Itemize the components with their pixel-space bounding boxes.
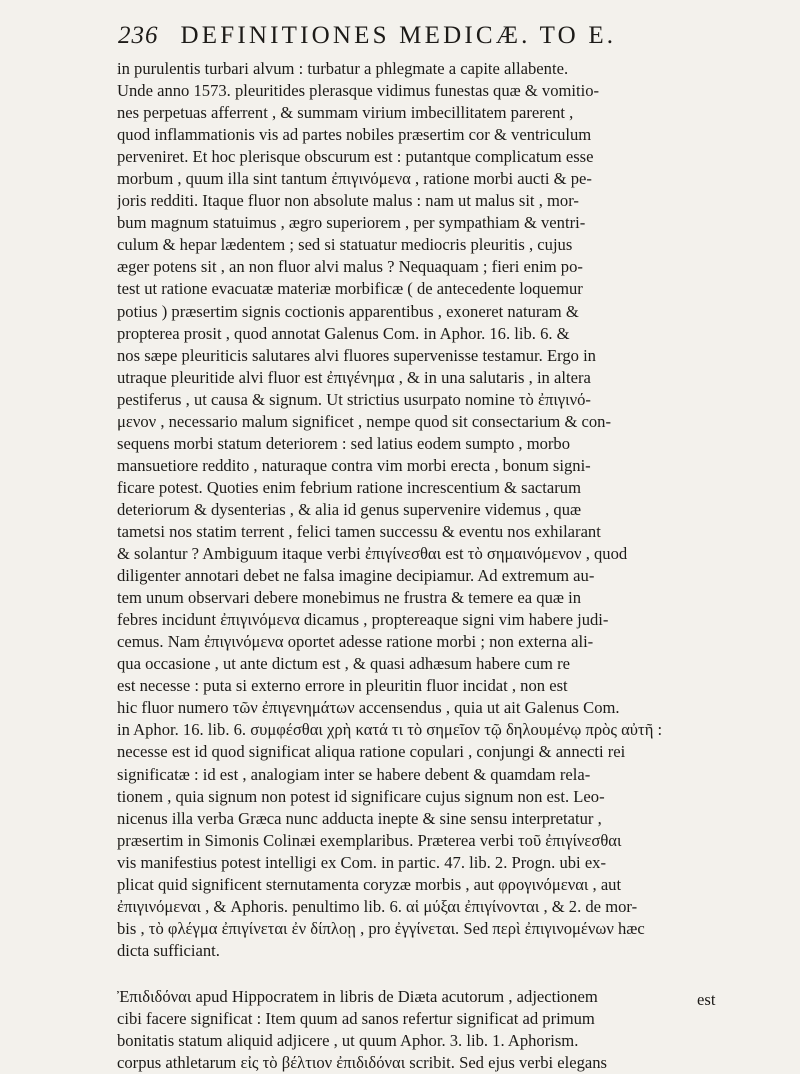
text-line: & solantur ? Ambiguum itaque verbi ἐπιγίνεσθαι est τὸ σημαινόμενον , quod xyxy=(117,544,628,564)
text-line: præsertim in Simonis Colinæi exemplaribus. Præterea verbi τοῦ ἐπιγίνεσθαι xyxy=(117,830,622,850)
text-line: sequens morbi statum deteriorem : sed latius eodem sumpto , morbo xyxy=(117,433,571,453)
text-line: pestiferus , ut causa & signum. Ut strictius usurpato nomine τὸ ἐπιγινό- xyxy=(117,389,591,409)
page-number: 236 xyxy=(118,22,159,49)
text-line: cibi facere significat : Item quum ad sanos refertur significat ad primum xyxy=(117,1008,595,1028)
text-line: qua occasione , ut ante dictum est , & quasi adhæsum habere cum re xyxy=(117,654,570,674)
text-line: μενον , necessario malum significet , nempe quod sit consectarium & con- xyxy=(117,411,611,431)
text-line: potius ) præsertim signis coctionis apparentibus , exoneret naturam & xyxy=(117,301,579,321)
text-line: plicat quid significent sternutamenta coryzæ morbis , aut φρογινόμεναι , aut xyxy=(117,874,622,894)
text-line: febres incidunt ἐπιγινόμενα dicamus , proptereaque signi vim habere judi- xyxy=(117,610,609,630)
text-line: hic fluor numero τῶν ἐπιγενημάτων accensendus , quia ut ait Galenus Com. xyxy=(117,698,620,718)
text-line: nes perpetuas afferrent , & summam virium imbecillitatem parerent , xyxy=(117,103,574,123)
text-line: joris redditi. Itaque fluor non absolute malus : nam ut malus sit , mor- xyxy=(117,191,579,211)
text-line: tionem , quia signum non potest id significare cujus signum non est. Leo- xyxy=(117,786,605,806)
text-line: bonitatis statum aliquid adjicere , ut quum Aphor. 3. lib. 1. Aphorism. xyxy=(117,1031,579,1051)
text-line: morbum , quum illa sint tantum ἐπιγινόμενα , ratione morbi aucti & pe- xyxy=(117,169,592,189)
text-line: bis , τὸ φλέγμα ἐπιγίνεται ἐν δίπλοῃ , pro ἐγγίνεται. Sed περὶ ἐπιγινομένων hæc xyxy=(117,918,645,938)
text-line: propterea prosit , quod annotat Galenus Com. in Aphor. 16. lib. 6. & xyxy=(117,323,570,343)
running-title: DEFINITIONES MEDICÆ. TO E. xyxy=(180,22,617,49)
page-header xyxy=(118,22,738,56)
text-line: quod inflammationis vis ad partes nobiles præsertim cor & ventriculum xyxy=(117,125,592,145)
text-line: culum & hepar lædentem ; sed si statuatur mediocris pleuritis , cujus xyxy=(117,235,573,255)
text-line: in Aphor. 16. lib. 6. συμφέσθαι χρὴ κατά τι τὸ σημεῖον τῷ δηλουμένῳ πρὸς αὐτῆ : xyxy=(117,720,663,740)
text-line: Ἐπιδιδόναι apud Hippocratem in libris de Diæta acutorum , adjectionem xyxy=(117,986,598,1006)
text-line: Unde anno 1573. pleuritides plerasque vidimus funestas quæ & vomitio- xyxy=(117,81,600,101)
text-line: æger potens sit , an non fluor alvi malus ? Nequaquam ; fieri enim po- xyxy=(117,257,583,277)
paragraph-2 xyxy=(117,986,717,1074)
text-line: tem unum observari debere monebimus ne frustra & temere ea quæ in xyxy=(117,588,582,608)
text-line: utraque pleuritide alvi fluor est ἐπιγένημα , & in una salutaris , in altera xyxy=(117,367,591,387)
text-line: vis manifestius potest intelligi ex Com. in partic. 47. lib. 2. Progn. ubi ex- xyxy=(117,852,607,872)
text-line: diligenter annotari debet ne falsa imagine decipiamur. Ad extremum au- xyxy=(117,566,595,586)
text-line: test ut ratione evacuatæ materiæ morbificæ ( de antecedente loquemur xyxy=(117,279,583,299)
paragraph-1 xyxy=(117,58,717,962)
text-line: tametsi nos statim terrent , felici tamen successu & eventu nos exhilarant xyxy=(117,521,601,541)
text-line: mansuetiore reddito , naturaque contra vim morbi erecta , bonum signi- xyxy=(117,455,591,475)
text-line: est necesse : puta si externo errore in pleuritin fluor incidat , non est xyxy=(117,676,568,696)
text-line: cemus. Nam ἐπιγινόμενα oportet adesse ratione morbi ; non externa ali- xyxy=(117,632,594,652)
text-line: in purulentis turbari alvum : turbatur a phlegmate a capite allabente. xyxy=(117,59,569,78)
text-line: nos sæpe pleuriticis salutares alvi fluores supervenisse testamur. Ergo in xyxy=(117,345,596,365)
text-line: bum magnum statuimus , ægro superiorem , per sympathiam & ventri- xyxy=(117,213,586,233)
text-line: necesse est id quod significat aliqua ratione copulari , conjungi & annecti rei xyxy=(117,742,626,762)
text-line: significatæ : id est , analogiam inter se habere debent & quamdam rela- xyxy=(117,764,591,784)
text-line: nicenus illa verba Græca nunc adducta inepte & sine sensu interpretatur , xyxy=(117,808,602,828)
text-line: deteriorum & dysenterias , & alia id genus supervenire videmus , quæ xyxy=(117,499,582,519)
catchword: est xyxy=(697,990,716,1009)
text-line: corpus athletarum εἰς τὸ βέλτιον ἐπιδιδόναι scribit. Sed ejus verbi elegans xyxy=(117,1053,608,1073)
text-body xyxy=(117,58,717,1074)
text-line: ἐπιγινόμεναι , & Aphoris. penultimo lib. 6. αἱ μύξαι ἐπιγίνονται , & 2. de mor- xyxy=(117,896,638,916)
text-line: perveniret. Et hoc plerisque obscurum est : putantque complicatum esse xyxy=(117,147,594,167)
text-line: ficare potest. Quoties enim febrium ratione increscentium & sactarum xyxy=(117,477,582,497)
paragraph-gap xyxy=(117,962,717,986)
text-line: dicta sufficiant. xyxy=(117,940,220,960)
